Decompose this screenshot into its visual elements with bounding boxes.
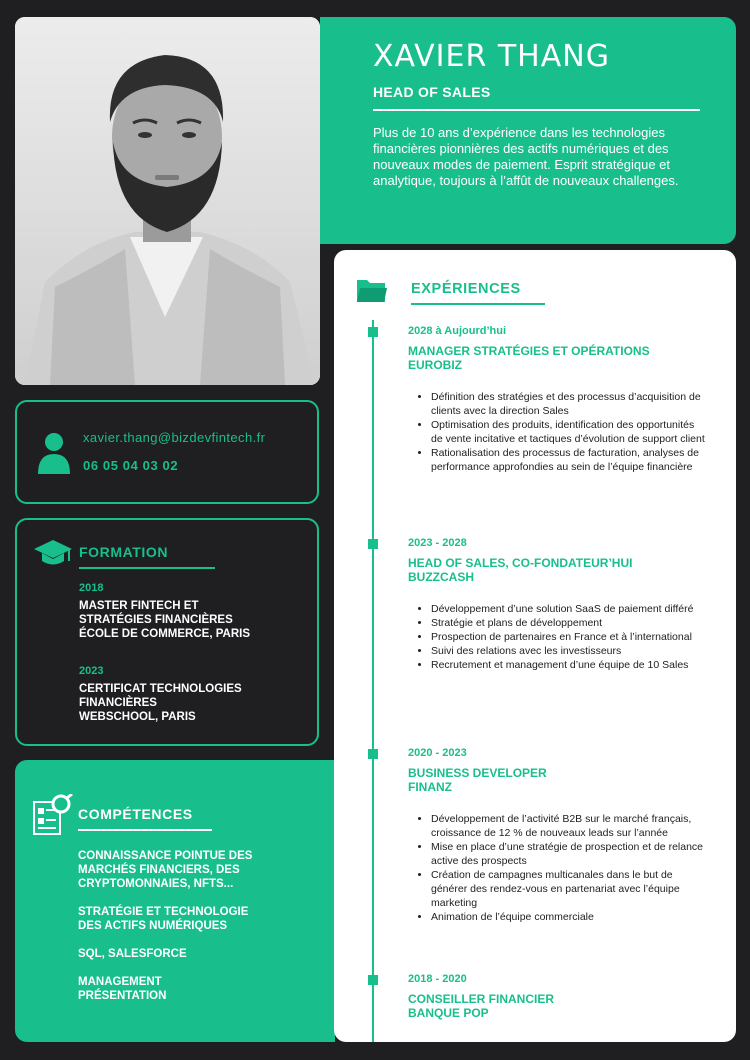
- job-bullet: • Création de campagnes multicanales dans le but de générer des rendez-vous en partenariat avec l’équipe marketing: [431, 868, 708, 910]
- job-title: MANAGER STRATÉGIES ET OPÉRATIONS: [408, 344, 650, 358]
- experiences-section: [334, 250, 736, 1042]
- job-bullets: [408, 602, 708, 672]
- person-icon: [37, 432, 71, 474]
- competences-title: COMPÉTENCES: [78, 806, 193, 822]
- education-details: CERTIFICAT TECHNOLOGIES FINANCIÈRES WEBSCHOOL, PARIS: [79, 683, 242, 723]
- timeline-marker: [368, 327, 378, 337]
- job-entry: [408, 973, 708, 1020]
- timeline-marker: [368, 539, 378, 549]
- experiences-divider: [411, 303, 545, 305]
- email-link[interactable]: xavier.thang@bizdevfintech.fr: [83, 430, 266, 445]
- job-bullet: • Rationalisation des processus de facturation, analyses de performance approfondies au sein de l’équipe financière: [431, 446, 708, 474]
- header-panel: [320, 17, 736, 244]
- skill-item: MANAGEMENT PRÉSENTATION: [78, 976, 167, 1002]
- competences-divider: [78, 829, 212, 831]
- job-bullet: • Suivi des relations avec les investisseurs: [431, 644, 708, 658]
- job-period: 2018 - 2020: [408, 973, 467, 985]
- job-title: BUSINESS DEVELOPER: [408, 766, 547, 780]
- job-entry: [408, 325, 708, 474]
- skill-item: CONNAISSANCE POINTUE DES MARCHÉS FINANCIERS, DES CRYPTOMONNAIES, NFTS...: [78, 850, 253, 890]
- profile-photo: [15, 17, 320, 385]
- formation-divider: [79, 567, 215, 569]
- education-year: 2018: [79, 582, 104, 594]
- job-period: 2020 - 2023: [408, 747, 467, 759]
- job-bullet: • Développement d’une solution SaaS de paiement différé: [431, 602, 708, 616]
- skill-item: SQL, SALESFORCE: [78, 948, 187, 960]
- job-bullet: • Développement de l’activité B2B sur le marché français, croissance de 12 % de nouveaux leads sur l’année: [431, 812, 708, 840]
- education-item: [79, 582, 250, 641]
- skill-item: STRATÉGIE ET TECHNOLOGIE DES ACTIFS NUMÉRIQUES: [78, 906, 249, 932]
- folder-icon: [356, 276, 388, 304]
- skills-list: [78, 849, 278, 1017]
- job-bullet: • Prospection de partenaires en France et à l’international: [431, 630, 708, 644]
- job-period: 2023 - 2028: [408, 537, 467, 549]
- competences-section: [15, 760, 335, 1042]
- job-bullet: • Animation de l’équipe commerciale: [431, 910, 708, 924]
- candidate-role: HEAD OF SALES: [373, 84, 491, 100]
- job-bullets: [408, 812, 708, 924]
- graduation-cap-icon: [33, 538, 73, 568]
- phone-number[interactable]: 06 05 04 03 02: [83, 458, 179, 473]
- education-item: [79, 665, 242, 724]
- timeline-line: [372, 320, 374, 1042]
- candidate-name: XAVIER THANG: [373, 39, 610, 74]
- job-period: 2028 à Aujourd’hui: [408, 325, 507, 337]
- formation-title: FORMATION: [79, 544, 169, 560]
- job-entry: [408, 537, 708, 672]
- profile-summary: Plus de 10 ans d’expérience dans les technologies financières pionnières des actifs numériques et des nouveaux modes de paiement. Esprit stratégique et analytique, toujours à l’affût de nouveaux challenges.: [373, 125, 679, 188]
- timeline-marker: [368, 975, 378, 985]
- job-company: EUROBIZ: [408, 358, 462, 372]
- experiences-title: EXPÉRIENCES: [411, 281, 521, 297]
- header-divider: [373, 109, 700, 111]
- education-details: MASTER FINTECH ET STRATÉGIES FINANCIÈRES ÉCOLE DE COMMERCE, PARIS: [79, 600, 251, 640]
- education-year: 2023: [79, 665, 104, 677]
- portrait-illustration: [15, 17, 320, 385]
- job-title: CONSEILLER FINANCIER: [408, 992, 555, 1006]
- job-bullet: • Définition des stratégies et des processus d’acquisition de clients avec la direction Sales: [431, 390, 708, 418]
- job-entry: [408, 747, 708, 924]
- job-company: BUZZCASH: [408, 570, 474, 584]
- timeline-marker: [368, 749, 378, 759]
- job-company: BANQUE POP: [408, 1006, 489, 1020]
- job-bullet: • Optimisation des produits, identification des opportunités de vente incitative et tactiques d’évolution de support client: [431, 418, 708, 446]
- formation-section: [15, 518, 319, 746]
- job-bullet: • Mise en place d’une stratégie de prospection et de relance active des prospects: [431, 840, 708, 868]
- document-magnifier-icon: [33, 794, 73, 836]
- job-company: FINANZ: [408, 780, 452, 794]
- contact-card: [15, 400, 319, 504]
- job-bullet: • Recrutement et management d’une équipe de 10 Sales: [431, 658, 708, 672]
- job-title: HEAD OF SALES, CO-FONDATEUR’HUI: [408, 556, 633, 570]
- job-bullets: [408, 390, 708, 474]
- job-bullet: • Stratégie et plans de développement: [431, 616, 708, 630]
